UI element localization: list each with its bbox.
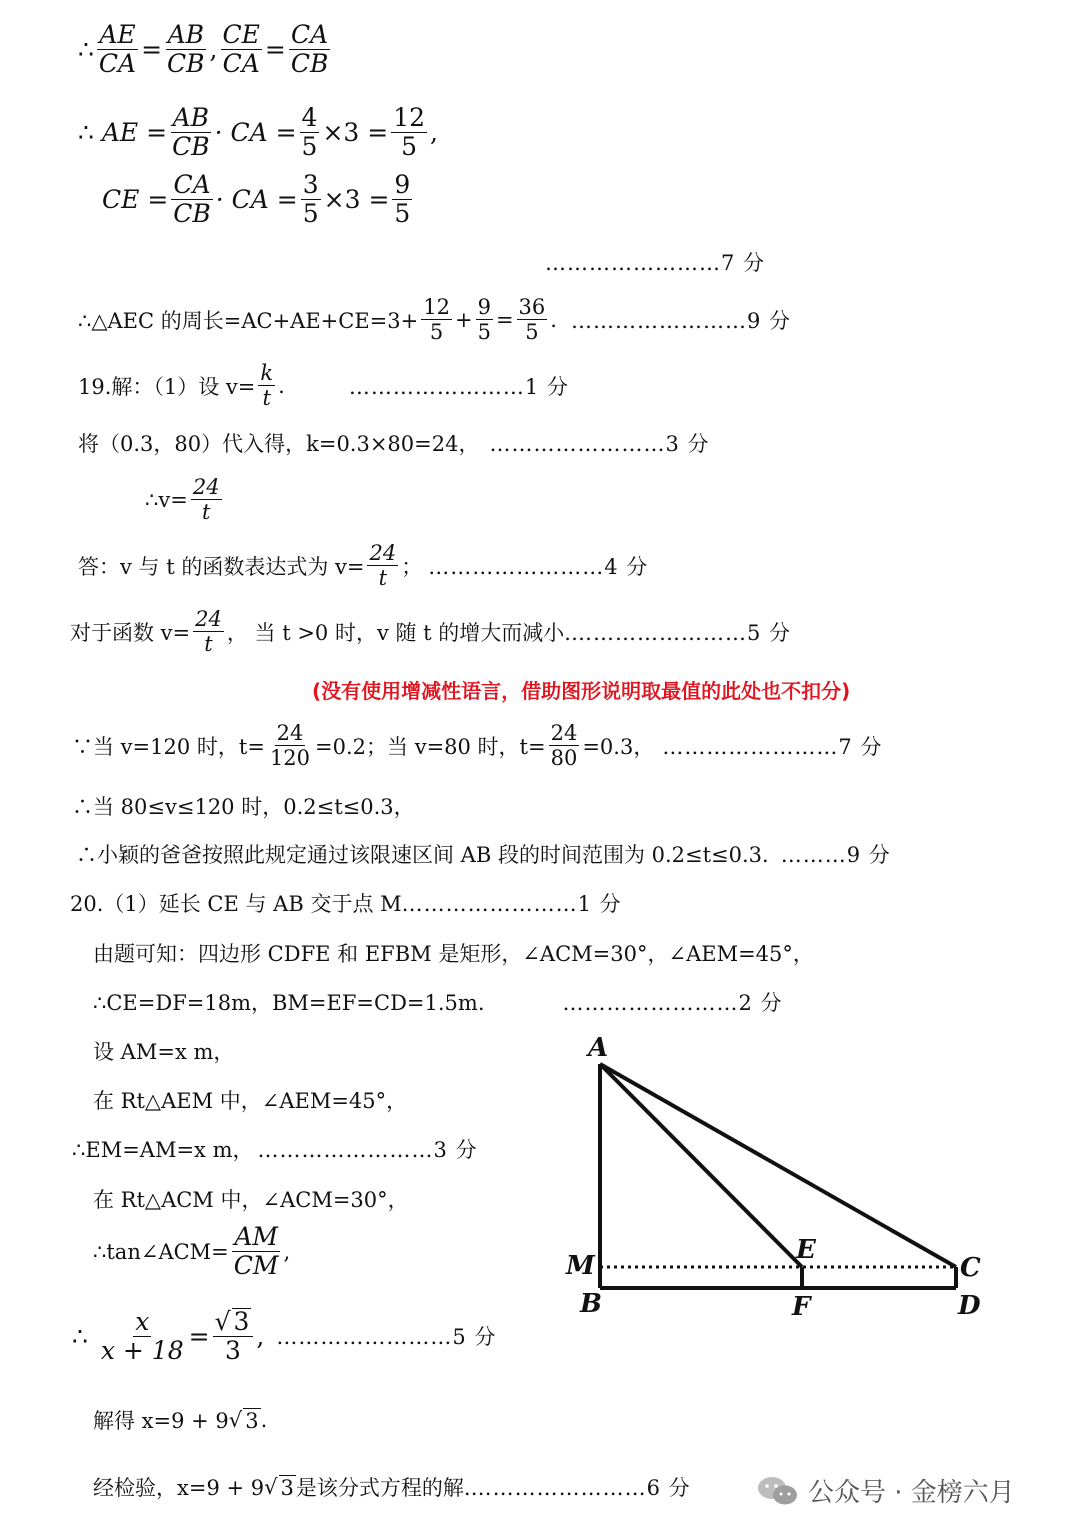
fraction: $\frac{AB}{CB}$	[167, 20, 205, 79]
q20-step2: 由题可知：四边形 CDFE 和 EFBM 是矩形，∠ACM=30°，∠AEM=45°，	[93, 942, 814, 966]
score-mark: ……………………3 分	[489, 432, 710, 456]
fraction: $\frac{k}{t}$	[260, 361, 274, 411]
q19-monotonic: 对于函数 v= $\frac{24}{t}$ ， 当 t >0 时，v 随 t 的增大而减小. ……………………5 分	[70, 607, 792, 657]
score-mark: ……………………7 分	[662, 734, 883, 759]
score-mark: ……………………1 分	[348, 374, 569, 399]
score-mark: ……………………2 分	[562, 991, 783, 1015]
segment-AE	[600, 1064, 802, 1267]
watermark	[756, 1472, 1015, 1509]
score-mark: ……………………9 分	[570, 308, 792, 333]
label-A: A	[588, 1033, 609, 1063]
fraction: $\frac{24}{t}$	[192, 475, 220, 525]
geometry-figure	[560, 1030, 1000, 1330]
q19-conclusion: ∴小颖的爸爸按照此规定通过该限速区间 AB 段的时间范围为 0.2≤t≤0.3. ………9 分	[76, 839, 891, 869]
score-mark: ……………………3 分	[257, 1138, 478, 1162]
label-C: C	[960, 1253, 981, 1283]
fraction: $\frac{24}{80}$	[550, 721, 578, 771]
fraction: $\frac{3}{5}$	[302, 170, 319, 229]
q19-bounds: ∵当 v=120 时，t= $\frac{24}{120}$ =0.2；当 v=80 时，t= $\frac{24}{80}$ =0.3， ……………………7 分	[72, 721, 883, 771]
q19-range: ∴当 80≤v≤120 时，0.2≤t≤0.3，	[72, 795, 415, 819]
wechat-icon	[756, 1475, 800, 1507]
q20-step3: ∴CE=DF=18m，BM=EF=CD=1.5m. ……………………2 分	[93, 987, 783, 1017]
score-mark: ……………………5 分	[570, 620, 792, 645]
fraction: $\frac{CE}{CA}$	[222, 20, 260, 79]
q20-step7: 在 Rt△ACM 中，∠ACM=30°，	[93, 1188, 409, 1212]
score-mark: ………9 分	[780, 843, 891, 867]
fraction: $\frac{24}{t}$	[195, 607, 222, 657]
fraction: $\frac{AE}{CA}$	[98, 20, 137, 79]
eq-ratio-line: ∴ $\frac{AE}{CA}$ = $\frac{AB}{CB}$ , $\frac{CE}{CA}$ = $\frac{CA}{CB}$	[78, 20, 329, 79]
fraction: $\frac{CA}{CB}$	[173, 170, 211, 229]
q20-solution: 解得 x=9 + 9 √ 3 .	[93, 1408, 268, 1433]
therefore-symbol: ∴	[78, 35, 94, 65]
q20-step6: ∴EM=AM=x m， ……………………3 分	[72, 1134, 478, 1164]
fraction: $\frac{9}{5}$	[394, 170, 411, 229]
label-B: B	[580, 1289, 602, 1319]
label-F: F	[792, 1292, 811, 1322]
fraction: $\frac{12}{5}$	[393, 103, 426, 162]
score-mark: ……………………5 分	[276, 1325, 497, 1350]
q20-step4: 设 AM=x m，	[93, 1040, 235, 1064]
q20-step1: 20.（1）延长 CE 与 AB 交于点 M ……………………1 分	[70, 888, 622, 918]
label-M: M	[566, 1251, 595, 1281]
score-mark: ……………………1 分	[401, 892, 622, 916]
fraction: $\frac{9}{5}$	[477, 295, 491, 345]
score-mark: ……………………7 分	[545, 251, 766, 275]
grading-note: (没有使用增减性语言，借助图形说明取最值的此处也不扣分)	[312, 679, 851, 703]
label-D: D	[958, 1291, 981, 1321]
fraction: $\frac{√ 3}{3}$	[213, 1308, 254, 1365]
fraction: $\frac{x}{x + 18}$	[100, 1306, 184, 1365]
fraction: $\frac{AM}{CM}$	[233, 1222, 279, 1281]
score-mark: ……………………4 分	[428, 554, 649, 579]
fraction: $\frac{12}{5}$	[423, 295, 450, 345]
q20-step5: 在 Rt△AEM 中，∠AEM=45°，	[93, 1089, 408, 1113]
fraction: $\frac{36}{5}$	[518, 295, 546, 345]
watermark-text: 公众号 · 金榜六月	[808, 1478, 1015, 1508]
score-mark: ……………………6 分	[470, 1476, 691, 1500]
fraction: $\frac{4}{5}$	[301, 103, 318, 162]
fraction: $\frac{CA}{CB}$	[290, 20, 329, 79]
q20-tan: ∴tan∠ACM= $\frac{AM}{CM}$ ,	[93, 1222, 291, 1281]
eq-ce-line: CE = $\frac{CA}{CB}$ · CA = $\frac{3}{5}$ ×3 = $\frac{9}{5}$	[102, 170, 411, 229]
perimeter-line: ∴△AEC 的周长=AC+AE+CE=3+ $\frac{12}{5}$ + $\frac{9}{5}$ = $\frac{36}{5}$ . ……………………9 分	[78, 295, 792, 345]
q20-check: 经检验，x=9 + 9 √ 3 是该分式方程的解. ……………………6 分	[93, 1472, 691, 1502]
q19-v-eq: ∴v= $\frac{24}{t}$	[145, 475, 220, 525]
q19-step1: 19.解：（1）设 v= $\frac{k}{t}$ . ……………………1 分	[78, 361, 569, 411]
q19-step2: 将（0.3，80）代入得，k=0.3×80=24， ……………………3 分	[78, 428, 710, 458]
eq-ae-line: ∴ AE = $\frac{AB}{CB}$ · CA = $\frac{4}{5}$ ×3 = $\frac{12}{5}$ ,	[78, 103, 438, 162]
q20-equation: ∴ $\frac{x}{x + 18}$ = $\frac{√ 3}{3}$ , ……………………5 分	[72, 1306, 497, 1366]
fraction: $\frac{24}{t}$	[369, 541, 397, 591]
fraction: $\frac{AB}{CB}$	[172, 103, 210, 162]
fraction: $\frac{24}{120}$	[269, 721, 311, 771]
segment-AC	[600, 1064, 956, 1267]
label-E: E	[796, 1235, 816, 1265]
q19-answer: 答：v 与 t 的函数表达式为 v= $\frac{24}{t}$ ； ……………………4 分	[78, 541, 649, 591]
